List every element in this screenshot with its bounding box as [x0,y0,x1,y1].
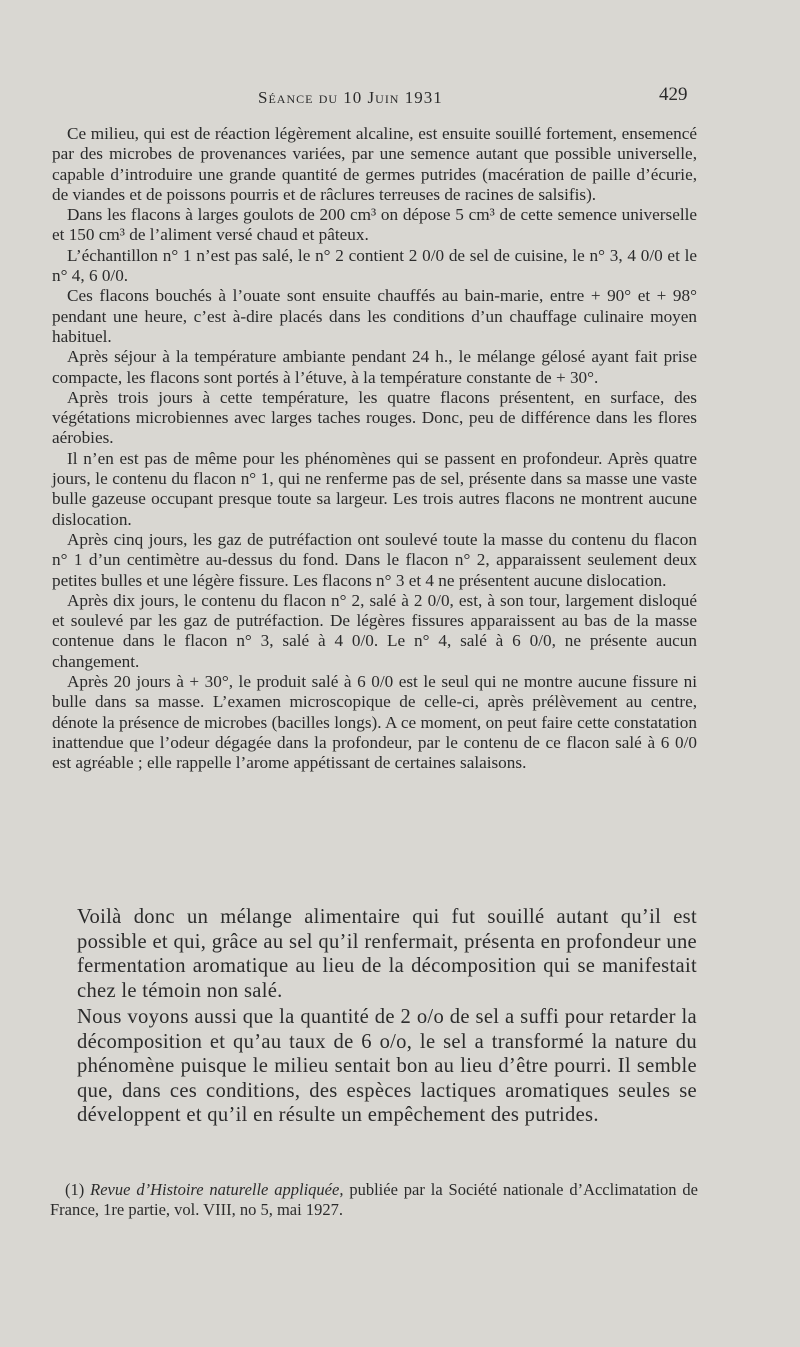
paragraph: Il n’en est pas de même pour les phénomènes qui se passent en profondeur. Après quatre jours, le contenu du flacon n° 1, qui ne renferme pas de sel, présente dans sa masse une vaste bulle gazeuse occupant presque toute sa largeur. Les trois autres flacons ne montrent aucune dislocation. [52,448,697,529]
paragraph: L’échantillon n° 1 n’est pas salé, le n° 2 contient 2 0/0 de sel de cuisine, le n° 3, 4 0/0 et le n° 4, 6 0/0. [52,245,697,286]
footnote [50,1180,698,1220]
page-number: 429 [659,84,688,105]
footnote-line [50,1180,698,1220]
paragraph: Après dix jours, le contenu du flacon n° 2, salé à 2 0/0, est, à son tour, largement disloqué et soulevé par les gaz de putréfaction. De légères fissures apparaissent au bas de la masse contenue dans le flacon n° 3, salé à 4 0/0. Le n° 4, salé à 6 0/0, ne présente aucun changement. [52,590,697,671]
running-head: Séance du 10 Juin 1931 [258,88,443,107]
paragraph: Nous voyons aussi que la quantité de 2 o/o de sel a suffi pour retarder la décomposition et qu’au taux de 6 o/o, le sel a transformé la nature du phénomène puisque le milieu sentait bon au lieu d’être pourri. Il semble que, dans ces conditions, des espèces lactiques aromatiques seules se développent et qu’il en résulte un empêchement des putrides. [77,1006,697,1126]
paragraph: Dans les flacons à larges goulots de 200 cm³ on dépose 5 cm³ de cette semence universelle et 150 cm³ de l’aliment versé chaud et pâteux. [52,205,697,245]
paragraph: Après trois jours à cette température, les quatre flacons présentent, en surface, des végétations microbiennes avec larges taches rouges. Donc, peu de différence dans les flores aérobies. [52,387,697,448]
paragraph: Après séjour à la température ambiante pendant 24 h., le mélange gélosé ayant fait prise compacte, les flacons sont portés à l’étuve, à la température constante de + 30°. [52,347,697,387]
page-header [0,82,800,112]
experiment-description [52,124,697,774]
footnote-details: publiée par la Société nationale d’Acclimatation de France, 1re partie, vol. VIII, no 5, mai 1927. [50,1180,698,1219]
paragraph: Après 20 jours à + 30°, le produit salé à 6 0/0 est le seul qui ne montre aucune fissure ni bulle dans sa masse. L’examen microscopique de celle-ci, après prélèvement au centre, dénote la présence de microbes (bacilles longs). A ce moment, on peut faire cette constatation inattendue que l’odeur dégagée dans la profondeur, par le contenu de ce flacon salé à 6 0/0 est agréable ; elle rappelle l’arome appétissant de certaines salaisons. [52,672,697,773]
paragraph: Après cinq jours, les gaz de putréfaction ont soulevé toute la masse du contenu du flacon n° 1 d’un centimètre au-dessus du fond. Dans le flacon n° 2, apparaissent seulement deux petites bulles et une légère fissure. Les flacons n° 3 et 4 ne présentent aucune dislocation. [52,529,697,590]
paragraph: Ce milieu, qui est de réaction légèrement alcaline, est ensuite souillé fortement, ensemencé par des microbes de provenances variées, par une semence autant que possible universelle, capable d’introduire une grande quantité de germes putrides (macération de paille d’écurie, de viandes et de poissons pourris et de râclures terreuses de racines de salsifis). [52,124,697,204]
conclusion-text [77,905,697,1128]
footnote-journal-title: Revue d’Histoire naturelle appliquée, [90,1180,344,1199]
footnote-marker: (1) [65,1180,85,1199]
paragraph: Ces flacons bouchés à l’ouate sont ensuite chauffés au bain-marie, entre + 90° et + 98° pendant une heure, c’est à-dire placés dans les conditions d’un chauffage culinaire moyen habituel. [52,286,697,346]
paragraph: Voilà donc un mélange alimentaire qui fut souillé autant qu’il est possible et qui, grâce au sel qu’il renfermait, présenta en profondeur une fermentation aromatique au lieu de la décomposition qui se manifestait chez le témoin non salé. [77,906,697,1002]
